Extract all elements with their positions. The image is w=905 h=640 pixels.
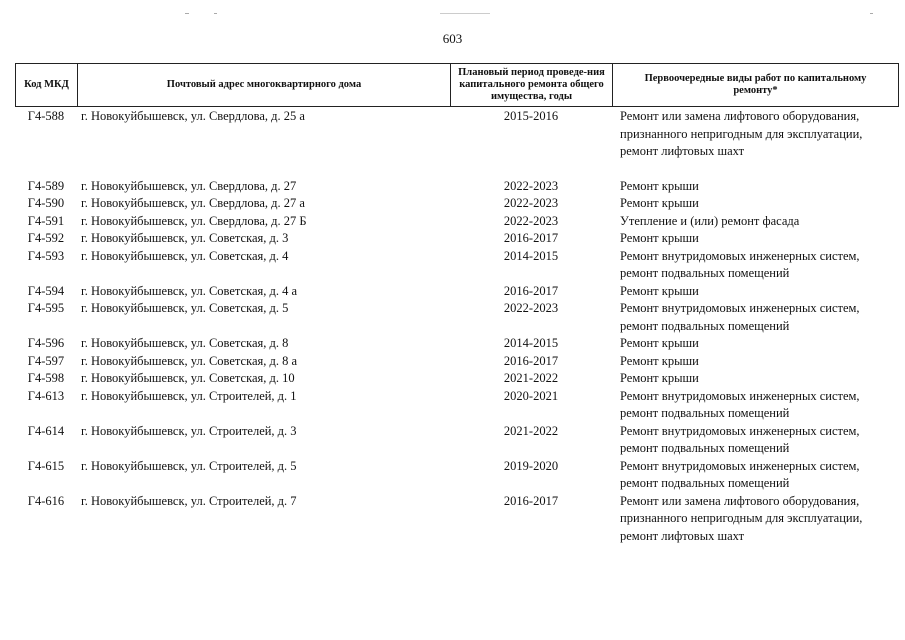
cell-code: Г4-589 [27, 178, 65, 193]
table-row [15, 423, 899, 458]
cell-address: г. Новокуйбышевск, ул. Советская, д. 10 [81, 371, 295, 385]
cell-code: Г4-616 [27, 493, 65, 508]
cell-works: Ремонт крыши [620, 371, 699, 385]
cell-period: 2022-2023 [503, 213, 559, 228]
header-address: Почтовый адрес многоквартирного дома [78, 64, 451, 106]
page-number: 603 [442, 31, 463, 46]
cell-address: г. Новокуйбышевск, ул. Свердлова, д. 27 а [81, 196, 305, 210]
cell-works: Ремонт крыши [620, 336, 699, 350]
cell-period: 2014-2015 [503, 336, 559, 350]
cell-works: Утепление и (или) ремонт фасада [620, 213, 800, 228]
table-row [15, 248, 899, 283]
cell-period: 2016-2017 [503, 493, 559, 508]
table-row [15, 458, 899, 493]
cell-period: 2015-2016 [503, 109, 559, 123]
table-row [15, 178, 899, 196]
scan-speck [214, 13, 217, 14]
table-row [15, 108, 899, 161]
cell-works: Ремонт крыши [620, 231, 699, 245]
cell-period: 2022-2023 [503, 178, 559, 193]
scan-speck [185, 13, 189, 14]
cell-code: Г4-593 [27, 248, 65, 263]
table-row [15, 493, 899, 546]
cell-address: г. Новокуйбышевск, ул. Строителей, д. 7 [81, 493, 297, 508]
cell-works: Ремонт внутридомовых инженерных систем, ремонт подвальных помещений [620, 248, 860, 280]
cell-address: г. Новокуйбышевск, ул. Строителей, д. 1 [81, 388, 297, 403]
cell-period: 2016-2017 [503, 231, 559, 245]
header-works: Первоочередные виды работ по капитальному ремонту* [644, 73, 867, 96]
cell-code: Г4-615 [27, 458, 65, 473]
cell-works: Ремонт крыши [620, 353, 699, 368]
cell-code: Г4-594 [27, 283, 65, 298]
table-row [15, 335, 899, 353]
table-row [15, 300, 899, 335]
cell-code: Г4-598 [27, 371, 65, 385]
cell-works: Ремонт внутридомовых инженерных систем, ремонт подвальных помещений [620, 388, 860, 420]
cell-address: г. Новокуйбышевск, ул. Советская, д. 8 [81, 336, 289, 350]
cell-works: Ремонт крыши [620, 178, 699, 193]
cell-code: Г4-614 [27, 423, 65, 438]
cell-works: Ремонт внутридомовых инженерных систем, ремонт подвальных помещений [620, 423, 860, 455]
cell-works: Ремонт внутридомовых инженерных систем, ремонт подвальных помещений [620, 458, 860, 490]
cell-address: г. Новокуйбышевск, ул. Свердлова, д. 27 Б [81, 213, 307, 228]
cell-address: г. Новокуйбышевск, ул. Свердлова, д. 27 [81, 178, 297, 193]
cell-address: г. Новокуйбышевск, ул. Строителей, д. 5 [81, 458, 297, 473]
table-row [15, 230, 899, 248]
table-row [15, 388, 899, 423]
table-header [15, 63, 899, 107]
cell-code: Г4-591 [27, 213, 65, 228]
cell-works: Ремонт или замена лифтового оборудования, признанного непригодным для эксплуатации, ремонт лифтовых шахт [620, 109, 863, 158]
cell-address: г. Новокуйбышевск, ул. Советская, д. 5 [81, 301, 289, 315]
table-row [15, 353, 899, 371]
header-code: Код МКД [16, 64, 78, 106]
table-row [15, 283, 899, 301]
scan-speck [870, 13, 873, 14]
table-row [15, 213, 899, 231]
cell-period: 2022-2023 [503, 196, 559, 210]
cell-code: Г4-596 [27, 336, 65, 350]
cell-code: Г4-588 [27, 109, 65, 123]
cell-code: Г4-595 [27, 301, 65, 315]
table-row [15, 370, 899, 388]
cell-period: 2016-2017 [503, 283, 559, 298]
cell-period: 2020-2021 [503, 388, 559, 403]
cell-period: 2021-2022 [503, 371, 559, 385]
cell-address: г. Новокуйбышевск, ул. Советская, д. 4 [81, 248, 289, 263]
cell-works: Ремонт внутридомовых инженерных систем, ремонт подвальных помещений [620, 301, 860, 333]
table-row [15, 195, 899, 213]
cell-period: 2016-2017 [503, 353, 559, 368]
cell-address: г. Новокуйбышевск, ул. Советская, д. 4 а [81, 283, 298, 298]
cell-period: 2022-2023 [503, 301, 559, 315]
cell-code: Г4-592 [27, 231, 65, 245]
cell-works: Ремонт крыши [620, 283, 699, 298]
cell-code: Г4-597 [27, 353, 65, 368]
cell-works: Ремонт или замена лифтового оборудования, признанного непригодным для эксплуатации, ремонт лифтовых шахт [620, 493, 863, 543]
cell-address: г. Новокуйбышевск, ул. Свердлова, д. 25 а [81, 109, 305, 123]
cell-period: 2014-2015 [503, 248, 559, 263]
cell-works: Ремонт крыши [620, 196, 699, 210]
cell-address: г. Новокуйбышевск, ул. Строителей, д. 3 [81, 423, 297, 438]
cell-address: г. Новокуйбышевск, ул. Советская, д. 8 а [81, 353, 298, 368]
scan-speck [440, 13, 490, 14]
cell-address: г. Новокуйбышевск, ул. Советская, д. 3 [81, 231, 289, 245]
header-period: Плановый период проведе-ния капитального ремонта общего имущества, годы [451, 64, 613, 106]
cell-period: 2021-2022 [503, 423, 559, 438]
cell-code: Г4-590 [27, 196, 65, 210]
cell-code: Г4-613 [27, 388, 65, 403]
table-body [15, 108, 899, 545]
cell-period: 2019-2020 [503, 458, 559, 473]
